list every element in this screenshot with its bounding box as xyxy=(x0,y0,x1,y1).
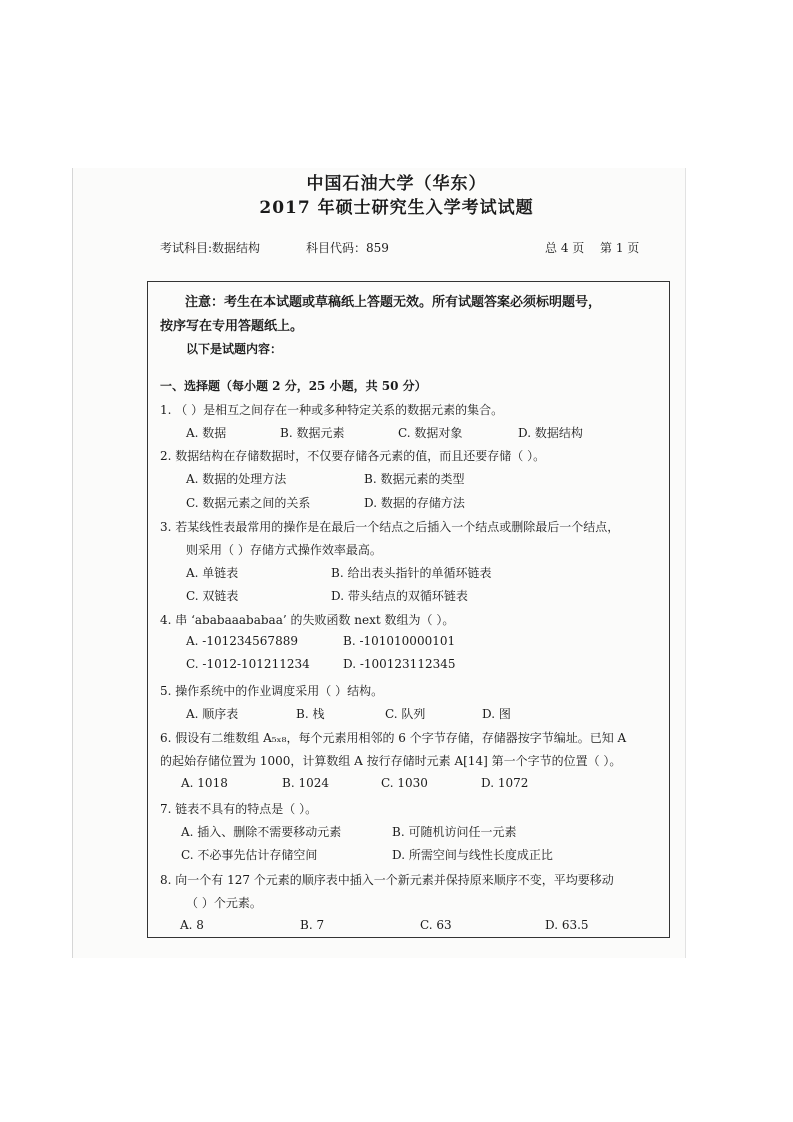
option-b: B. 可随机访问任一元素 xyxy=(392,825,517,839)
option-d: D. 所需空间与线性长度成正比 xyxy=(392,848,553,862)
notice-line-2: 按序写在专用答题纸上。 xyxy=(160,319,304,334)
option-a: A. 数据 xyxy=(186,426,227,440)
option-a: A. 单链表 xyxy=(186,566,239,580)
option-b: B. -101010000101 xyxy=(343,634,456,648)
option-b: B. 数据元素的类型 xyxy=(364,472,465,486)
option-a: A. 数据的处理方法 xyxy=(186,472,287,486)
option-b: B. 1024 xyxy=(282,776,329,790)
option-d: D. 数据结构 xyxy=(518,426,583,440)
option-d: D. 图 xyxy=(482,707,511,721)
question-stem: 6. 假设有二维数组 A₅ₓ₈，每个元素用相邻的 6 个字节存储，存储器按字节编址。已知 A xyxy=(160,731,627,745)
option-d: D. 数据的存储方法 xyxy=(364,496,465,510)
exam-title: 2017 年硕士研究生入学考试试题 xyxy=(259,198,534,218)
option-c: C. 1030 xyxy=(381,776,428,790)
option-a: A. 顺序表 xyxy=(186,707,239,721)
question-stem-cont: 的起始存储位置为 1000，计算数组 A 按行存储时元素 A[14] 第一个字节的位置（ ）。 xyxy=(160,754,622,768)
option-b: B. 数据元素 xyxy=(280,426,345,440)
notice-line-3: 以下是试题内容： xyxy=(186,342,283,356)
section-title: 一、选择题（每小题 2 分，25 小题，共 50 分） xyxy=(160,379,427,393)
option-c: C. 63 xyxy=(420,918,452,932)
option-d: D. 带头结点的双循环链表 xyxy=(331,589,468,603)
question-stem-cont: 则采用（ ）存储方式操作效率最高。 xyxy=(186,543,382,557)
option-c: C. 数据元素之间的关系 xyxy=(186,496,311,510)
question-stem: 1. （ ）是相互之间存在一种或多种特定关系的数据元素的集合。 xyxy=(160,403,504,417)
option-a: A. 插入、删除不需要移动元素 xyxy=(181,825,342,839)
question-stem-cont: （ ）个元素。 xyxy=(186,896,262,910)
option-a: A. -101234567889 xyxy=(186,634,298,648)
option-c: C. 数据对象 xyxy=(398,426,463,440)
option-d: D. 63.5 xyxy=(545,918,589,932)
option-d: D. -100123112345 xyxy=(343,657,456,671)
question-stem: 4. 串 ‘ababaaababaa’ 的失败函数 next 数组为（ ）。 xyxy=(160,613,455,627)
option-c: C. 队列 xyxy=(385,707,426,721)
option-b: B. 栈 xyxy=(296,707,325,721)
university-title: 中国石油大学（华东） xyxy=(306,174,487,194)
notice-line-1: 注意：考生在本试题或草稿纸上答题无效。所有试题答案必须标明题号， xyxy=(185,295,602,310)
option-c: C. 双链表 xyxy=(186,589,239,603)
option-a: A. 8 xyxy=(180,918,204,932)
question-stem: 2. 数据结构在存储数据时，不仅要存储各元素的值，而且还要存储（ ）。 xyxy=(160,449,546,463)
option-b: B. 给出表头指针的单循环链表 xyxy=(331,566,492,580)
question-stem: 5. 操作系统中的作业调度采用（ ）结构。 xyxy=(160,684,384,698)
exam-subject: 考试科目:数据结构 xyxy=(160,241,261,255)
question-stem: 8. 向一个有 127 个元素的顺序表中插入一个新元素并保持原来顺序不变，平均要移动 xyxy=(160,873,614,887)
option-c: C. 不必事先估计存储空间 xyxy=(181,848,318,862)
question-stem: 3. 若某线性表最常用的操作是在最后一个结点之后插入一个结点或删除最后一个结点， xyxy=(160,520,620,534)
total-pages: 总 4 页 xyxy=(545,241,585,255)
option-b: B. 7 xyxy=(300,918,325,932)
option-c: C. -1012-101211234 xyxy=(186,657,310,671)
subject-code: 科目代码：859 xyxy=(306,241,389,255)
option-d: D. 1072 xyxy=(481,776,529,790)
question-stem: 7. 链表不具有的特点是（ ）。 xyxy=(160,802,318,816)
page-number: 第 1 页 xyxy=(600,241,640,255)
option-a: A. 1018 xyxy=(181,776,228,790)
